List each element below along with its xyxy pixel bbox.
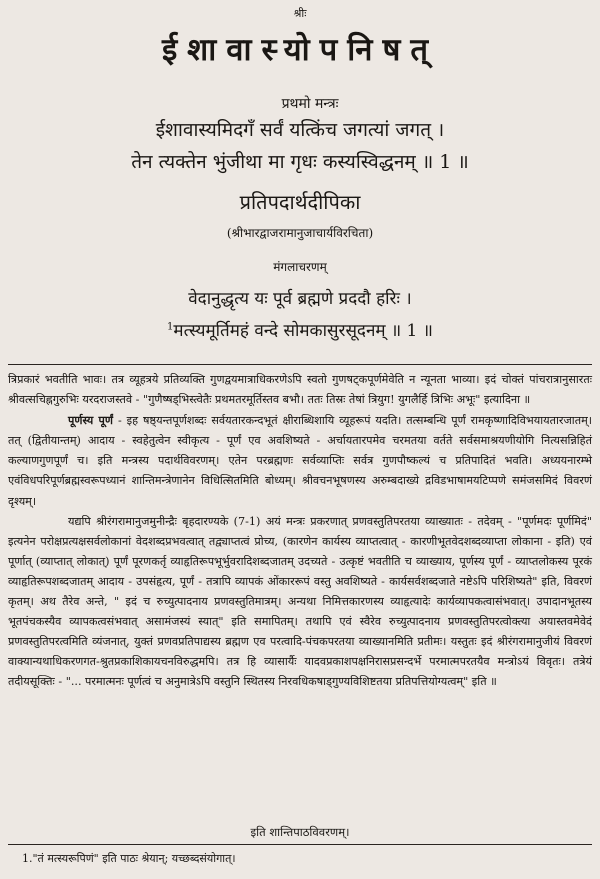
- lead-term: पूर्णस्य पूर्णं: [68, 413, 114, 428]
- section-divider: [8, 364, 592, 365]
- mangala-heading: मंगलाचरणम्: [273, 260, 327, 274]
- invocation: श्रीः: [293, 7, 307, 20]
- sloka-line-2-text: मत्स्यमूर्तिमहं वन्दे सोमकासुरसूदनम् ॥ 1 ॥: [173, 321, 433, 341]
- sloka-line-2: [0, 318, 600, 341]
- mantra-line-1: ईशावास्यमिदगँ सर्वं यत्किंच जगत्यां जगत् ।: [155, 119, 445, 141]
- paragraph: [8, 410, 592, 511]
- footnote-divider: [8, 844, 592, 845]
- commentary-title: प्रतिपदार्थदीपिका: [239, 190, 361, 214]
- page-title: ईशावास्योपनिषत्: [161, 32, 439, 68]
- commentary-body: [8, 370, 592, 693]
- paragraph: यद्यपि श्रीरंगरामानुजमुनीन्द्रैः बृहदारण्यके (7-1) अयं मन्त्रः प्रकरणात् प्रणवस्तुतिपरतया व्याख्यातः - तदेवम् - "पूर्णमदः पूर्णमिदं" इत्यनेन परोक्षप्रत्यक्षसर्वलोकानां वेदशब्दप्रभवत्वात् तद्व्याप्तत्वं प्रोच्य, (कारणेन कार्यस्य व्याप्तत्वात् - कारणीभूतवेदशब्दव्याप्ता लोकाना - इति) एवं पूर्णात् (व्याप्तात् लोकात्) पूर्णं पूरणकर्तृ व्याहृतिरूपभूर्भुवरादिशब्दजातम् उदच्यते - उत्कृष्टं भवतीति च व्याख्याय, पूर्णस्य पूर्णं - व्याप्तलोकस्य पूरकं व्याहृतिरूपशब्दजातम् आदाय - उपसंहृत्य, पूर्णं - तत्रापि व्यापकं ओंकाररूपं वस्तु अवशिष्यते - कार्यसर्वशब्दजाते नष्टेऽपि परिशिष्यते" इति, विवरणं कृतम्। अथ तैरेव अन्ते, " इदं च रुच्युत्पादनाय प्रणवस्तुतिमात्रम्। अन्यथा निमित्तकारणस्य व्याहृत्यादेः कार्यव्यापकत्वासंभवात्। उपादानभूतस्य भूतपंचकस्यैव व्यापकत्वसंभवात् असामंजस्यं स्यात्" इति समापितम्। तथापि एवं स्वैरेव रुच्युत्पादनाय प्रणवस्तुतिपरत्वोक्त्या अयास्तवमेवेदं प्रणवस्तुतिपरत्वमिति व्यंजनात्, युक्तं प्रणवप्रतिपाद्यस्य ब्रह्मण एव परत्वादि-पंचकपरतया व्याख्यानमिति प्रतीमः। यस्तुतः इदं श्रीरंगरामानुजीयं विवरणं वाक्यान्यथाधिकरणगत-श्रुतप्रकाशिकायचनविरुद्धमपि। तत्र हि व्यासार्यैः यादवप्रकाशपक्षनिरासप्रसन्दर्भे परमात्मपरतयैव मन्त्रोऽयं विवृतः। तत्रेयं तदीयसूक्तिः - "... परमात्मनः पूर्णत्वं च अनुमात्रेऽपि वस्तुनि स्थितस्य निरवधिकषाड्गुण्यविशिष्टतया प्रतिपत्तियोग्यत्वम्" इति ॥: [8, 514, 592, 689]
- paragraph: त्रिप्रकारं भवतीति भावः। तत्र व्यूहत्रये प्रतिव्यक्ति गुणद्वयमात्राधिकरणेऽपि स्वतो गुणषट्कपूर्णमेवेति न न्यूनता भाव्या। इदं चोक्तं पांचरात्रानुसारतः श्रीवत्सचिह्नगुरुभिः यरदराजस्तवे - "गुणैष्षड्भिस्त्वेतैः प्रथमतरमूर्तिस्तव बभौ। ततः तिस्रः तेषां त्रियुग! युगलैर्हि त्रिभिः अभूः" इत्यादिना ॥: [8, 373, 592, 407]
- mantra-heading: प्रथमो मन्त्रः: [281, 96, 339, 112]
- sloka-line-1: वेदानुद्धृत्य यः पूर्व ब्रह्मणे प्रददौ हरिः ।: [188, 289, 412, 309]
- footnote: 1."तं मत्स्यरूपिणं" इति पाठः श्रेयान्; यच्छब्दसंयोगात्।: [22, 852, 236, 865]
- mantra-line-2: तेन त्यक्तेन भुंजीथा मा गृधः कस्यस्विद्धनम् ॥ 1 ॥: [131, 151, 469, 173]
- paragraph-text: - इह षष्ठ्यन्तपूर्णशब्दः सर्वयतारकन्दभूतं क्षीराब्धिशायि व्यूहरूपं यदति। तत्सम्बन्धि पूर्णं रामकृष्णादिविभयायतारजातम्। तत् (द्वितीयान्तम्) आदाय - स्वहेतुत्वेन स्वीकृत्य - पूर्णं एव अवशिष्यते - अर्चायतारपमेव चरमतया वर्तते सर्वसमाश्रयणीयोगि नित्यसन्निहितं कल्याणगुणपूर्णं च। इति मन्त्रस्य पदार्थविवरणम्। एतेन परब्रह्मणः सर्वव्याप्तिः सर्वत्र गुणपौष्कल्यं च प्रतिपादितं भवति। अध्ययनारम्भे एवंविधपरिपूर्णब्रह्मस्वरूपध्यानं शान्तिमन्त्रेणानेन विधित्सितमिति बोध्यम्। श्रीवचनभूषणस्य अरुम्बदाख्ये द्रविडभाषामयटिप्पणे समंजसमिदं विवरणं दृश्यम्।: [8, 414, 593, 508]
- footnote-marker: 1: [167, 321, 174, 333]
- closing-line: इति शान्तिपाठविवरणम्।: [250, 825, 350, 839]
- commentary-author: (श्रीभारद्वाजरामानुजाचार्यविरचिता): [226, 226, 374, 240]
